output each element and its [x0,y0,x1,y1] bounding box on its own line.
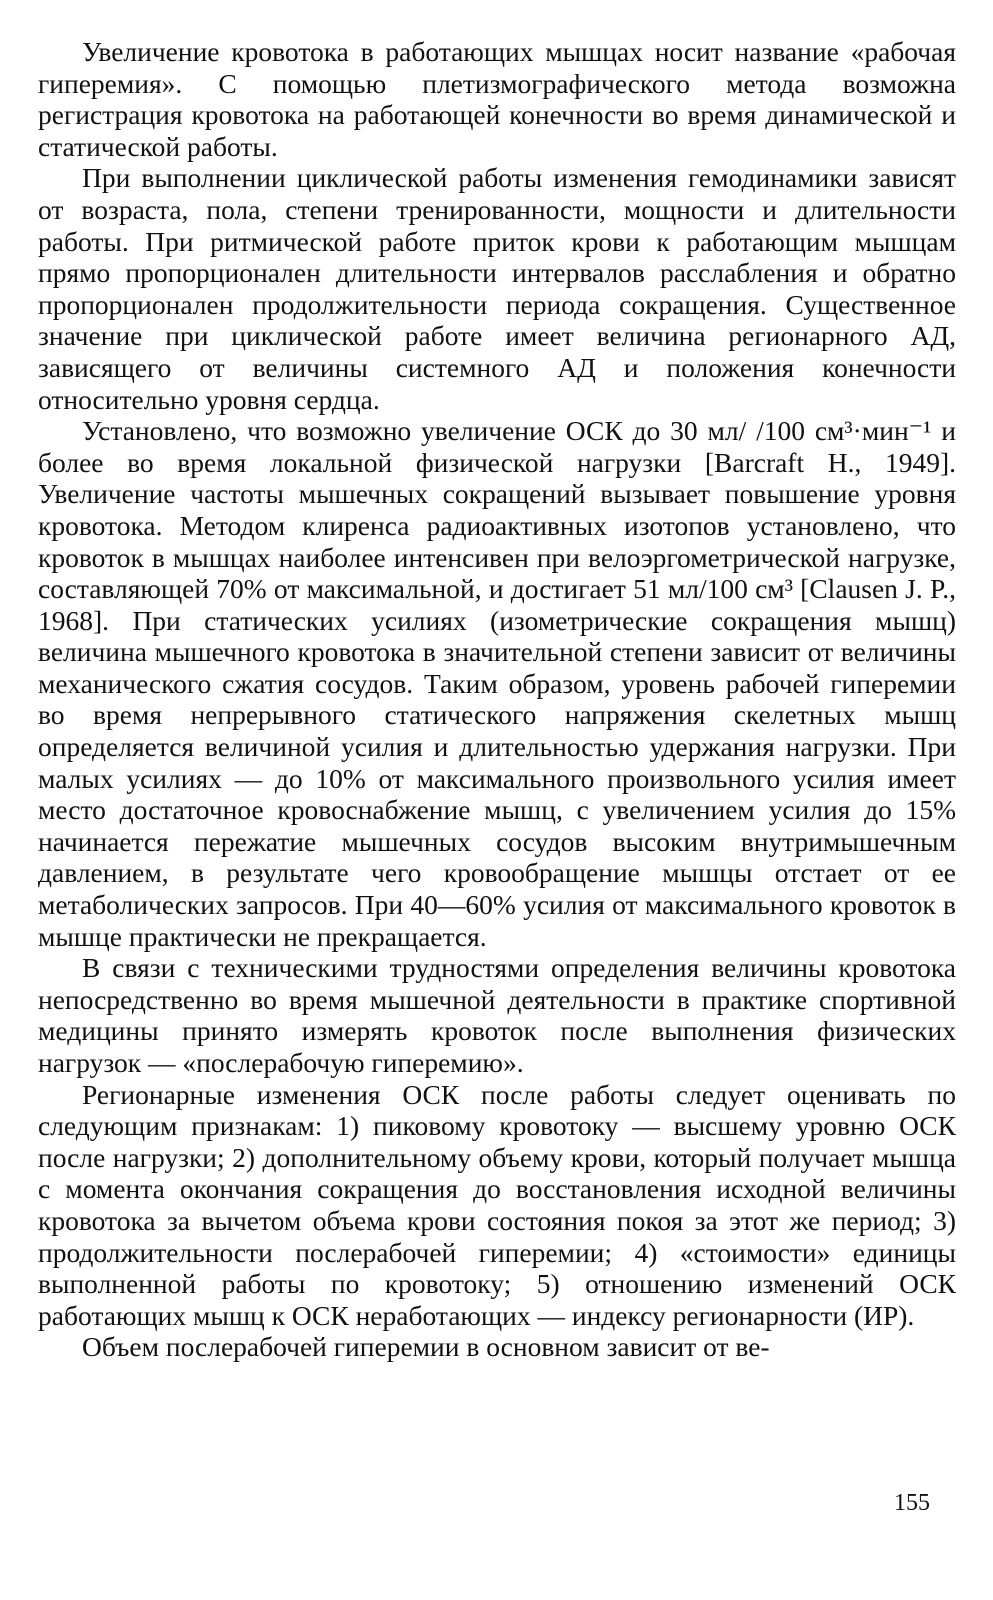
paragraph-3: Установлено, что возможно увеличение ОСК до 30 мл/ /100 см³·мин⁻¹ и более во время локальной физической нагрузки [Barcraft H., 1949]. Увеличение частоты мышечных сокращений вызывает повышение уровня кровотока. Методом клиренса радиоактивных изотопов установлено, что кровоток в мышцах наиболее интенсивен при велоэргометрической нагрузке, составляющей 70% от максимальной, и достигает 51 мл/100 см³ [Clausen J. P., 1968]. При статических усилиях (изометрические сокращения мышц) величина мышечного кровотока в значительной степени зависит от величины механического сжатия сосудов. Таким образом, уровень рабочей гиперемии во время непрерывного статического напряжения скелетных мышц определяется величиной усилия и длительностью удержания нагрузки. При малых усилиях — до 10% от максимального произвольного усилия имеет место достаточное кровоснабжение мышц, с увеличением усилия до 15% начинается пережатие мышечных сосудов высоким внутримышечным давлением, в результате чего кровообращение мышцы отстает от ее метаболических запросов. При 40—60% усилия от максимального кровоток в мышце практически не прекращается. [38,415,956,952]
paragraph-1: Увеличение кровотока в работающих мышцах носит название «рабочая гиперемия». С помощью плетизмографического метода возможна регистрация кровотока на работающей конечности во время динамической и статической работы. [38,36,956,162]
page-body [38,36,956,1363]
paragraph-5: Регионарные изменения ОСК после работы следует оценивать по следующим признакам: 1) пиковому кровотоку — высшему уровню ОСК после нагрузки; 2) дополнительному объему крови, который получает мышца с момента окончания сокращения до восстановления исходной величины кровотока за вычетом объема крови состояния покоя за этот же период; 3) продолжительности послерабочей гиперемии; 4) «стоимости» единицы выполненной работы по кровотоку; 5) отношению изменений ОСК работающих мышц к ОСК неработающих — индексу регионарности (ИР). [38,1078,956,1331]
paragraph-6: Объем послерабочей гиперемии в основном зависит от ве- [82,1331,770,1363]
paragraph-4: В связи с техническими трудностями определения величины кровотока непосредственно во время мышечной деятельности в практике спортивной медицины принято измерять кровоток после выполнения физических нагрузок — «послерабочую гиперемию». [38,952,956,1078]
page-number: 155 [894,1490,930,1516]
paragraph-2: При выполнении циклической работы изменения гемодинамики зависят от возраста, пола, степени тренированности, мощности и длительности работы. При ритмической работе приток крови к работающим мышцам прямо пропорционален длительности интервалов расслабления и обратно пропорционален продолжительности периода сокращения. Существенное значение при циклической работе имеет величина регионарного АД, зависящего от величины системного АД и положения конечности относительно уровня сердца. [38,162,956,415]
